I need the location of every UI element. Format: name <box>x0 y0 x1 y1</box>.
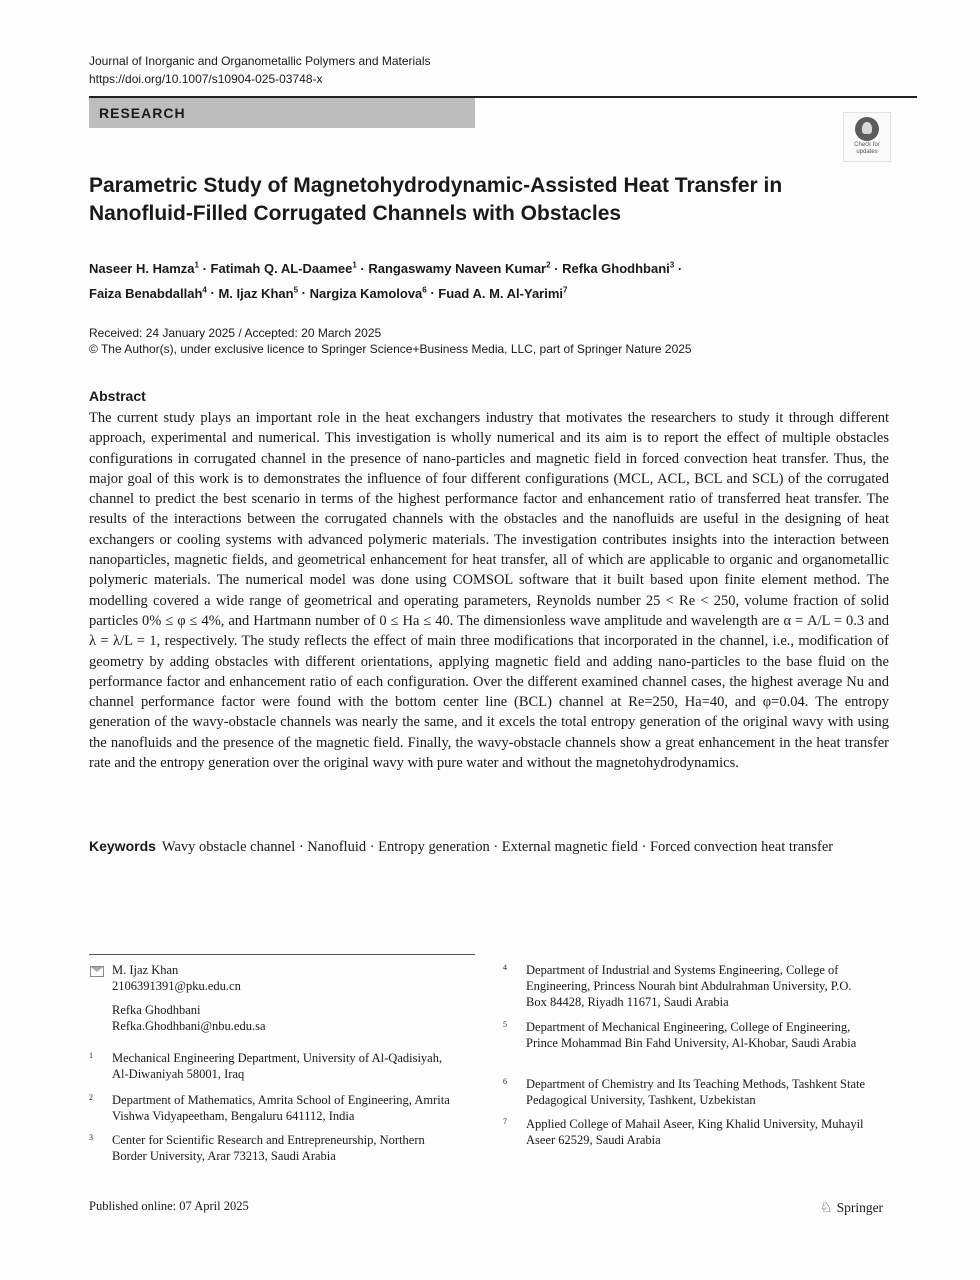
section-label: RESEARCH <box>99 105 186 121</box>
author[interactable]: Faiza Benabdallah$^4$ <box>89 285 207 301</box>
journal-header <box>89 52 431 88</box>
title-line: Nanofluid-Filled Corrugated Channels with Obstacles <box>89 202 622 225</box>
journal-name: Journal of Inorganic and Organometallic Polymers and Materials <box>89 54 431 68</box>
correspondence-1: M. Ijaz Khan 2106391391@pku.edu.cn <box>89 962 469 994</box>
received-accepted: Received: 24 January 2025 / Accepted: 20 March 2025 <box>89 326 382 340</box>
paper-title <box>89 172 829 228</box>
publisher-name: Springer <box>836 1200 884 1215</box>
affiliation: 2 Department of Mathematics, Amrita School of Engineering, Amrita Vishwa Vidyapeetham, Bengaluru 641112, India <box>89 1093 450 1123</box>
keywords-label: Keywords <box>89 838 156 854</box>
springer-horse-icon: ♘ <box>820 1201 833 1216</box>
check-updates-badge[interactable] <box>843 112 891 162</box>
affiliation: 6 Department of Chemistry and Its Teaching Methods, Tashkent State Pedagogical University, Tashkent, Uzbekistan <box>503 1077 866 1107</box>
footnote-rule <box>89 954 475 955</box>
affiliation: 5 Department of Mechanical Engineering, College of Engineering, Prince Mohammad Bin Fahd University, Al-Khobar, Saudi Arabia <box>503 1020 857 1050</box>
affiliation: 1 Mechanical Engineering Department, University of Al-Qadisiyah, Al-Diwaniyah 58001, Iraq <box>89 1051 443 1081</box>
keywords-text: Wavy obstacle channel · Nanofluid · Entropy generation · External magnetic field · Forced convection heat transfer <box>161 839 834 855</box>
copyright: © The Author(s), under exclusive licence to Springer Science+Business Media, LLC, part of Springer Nature 2025 <box>89 342 692 356</box>
author[interactable]: Fuad A. M. Al-Yarimi$^7$ <box>438 285 568 301</box>
email-link[interactable]: Refka.Ghodhbani@nbu.edu.sa <box>112 1019 266 1033</box>
publication-dates <box>89 325 692 357</box>
published-date: Published online: 07 April 2025 <box>89 1199 249 1213</box>
author[interactable]: Nargiza Kamolova$^6$ <box>309 285 427 301</box>
publisher-logo[interactable] <box>820 1200 883 1217</box>
affiliation: 7 Applied College of Mahail Aseer, King Khalid University, Muhayil Aseer 62529, Saudi Arabia <box>503 1117 864 1147</box>
affiliation: 4 Department of Industrial and Systems Engineering, College of Engineering, Princess Nourah bint Abdulrahman University, P.O. Box 84428, Riyadh 11671, Saudi Arabia <box>503 963 852 1009</box>
author[interactable]: Rangaswamy Naveen Kumar$^2$ <box>368 261 551 277</box>
author[interactable]: Naseer H. Hamza$^1$ <box>89 261 199 277</box>
correspondence-2: Refka Ghodhbani Refka.Ghodhbani@nbu.edu.sa <box>89 1002 469 1034</box>
section-banner <box>89 98 475 128</box>
title-line: Parametric Study of Magnetohydrodynamic-Assisted Heat Transfer in <box>89 174 783 197</box>
author[interactable]: Fatimah Q. AL-Daamee$^1$ <box>210 261 357 277</box>
doi-link[interactable]: https://doi.org/10.1007/s10904-025-03748-x <box>89 72 323 86</box>
abstract-heading: Abstract <box>89 388 146 404</box>
check-updates-text-2: updates <box>856 149 878 155</box>
author[interactable]: Refka Ghodhbani$^3$ <box>562 261 675 277</box>
email-link[interactable]: 2106391391@pku.edu.cn <box>112 979 241 993</box>
affiliation: 3 Center for Scientific Research and Entrepreneurship, Northern Border University, Arar 73213, Saudi Arabia <box>89 1133 425 1163</box>
author[interactable]: M. Ijaz Khan$^5$ <box>218 285 299 301</box>
check-updates-icon <box>855 117 879 141</box>
check-updates-text-1: Check for <box>854 142 880 148</box>
keywords <box>89 836 889 857</box>
abstract-text: The current study plays an important role in the heat exchangers industry that motivates the researchers to study it through different approach, experimental and numerical. This investigation is wholly numerical and its aim is to report the effect of multiple obstacles configurations in corrugated channel in the presence of nano-particles and magnetic field in forced convection heat transfer. Thus, the major goal of this work is to demonstrates the influence of four different configurations (MCL, ACL, BCL and SCL) of the corrugated channel to predict the best scenario in terms of the highest performance factor and enhancement ratio of transferred heat transfer. The results of the interactions between the corrugated channels with the obstacles and the nanofluids are useful in the designing of heat exchangers or cooling systems with advanced polymeric materials. The investigation contributes insights into the interaction between nanoparticles, magnetic fields, and geometrical enhancement for heat transfer, all of which are applicable to organic and organometallic polymeric materials. The numerical model was done using COMSOL software that it built based upon finite element method. The modelling covered a wide range of geometrical and operating parameters, Reynolds number 25 < Re < 250, volume fraction of solid particles 0% ≤ φ ≤ 4%, and Hartmann number of 0 ≤ Ha ≤ 40. The dimensionless wave amplitude and wavelength are α = A/L = 0.3 and λ = λ/L = 1, respectively. The study reflects the effect of main three modifications that incorporated in the channel, i.e., modification of geometry by adding obstacles with different orientations, applying magnetic field and adding nano-particles to the base fluid on the performance factor and enhancement ratio of each configuration. Over the different examined channel cases, the highest average Nu and channel performance factor were found with the bottom center line (BCL) channel at Re=250, Ha=40, and φ=0.04. The entropy generation of the wavy-obstacle channels was nearly the same, and it excels the total entropy generation of the original wavy with using the nanofluids and the presence of the magnetic field. Finally, the wavy-obstacle channels show a great enhancement in the heat transfer rate and the entropy generation over the original wavy with pure water and without the magnetohydrodynamics. <box>89 410 889 772</box>
author-list: Naseer H. Hamza$^1$ · Fatimah Q. AL-Daamee$^1$ · Rangaswamy Naveen Kumar$^2$ · Refka Ghodhbani$^3$ · Faiza Benabdallah$^4$ · M. Ijaz Khan$^5$ · Nargiza Kamolova$^6$ · Fuad A. M. Al-Yarimi$^7$ <box>89 261 683 301</box>
